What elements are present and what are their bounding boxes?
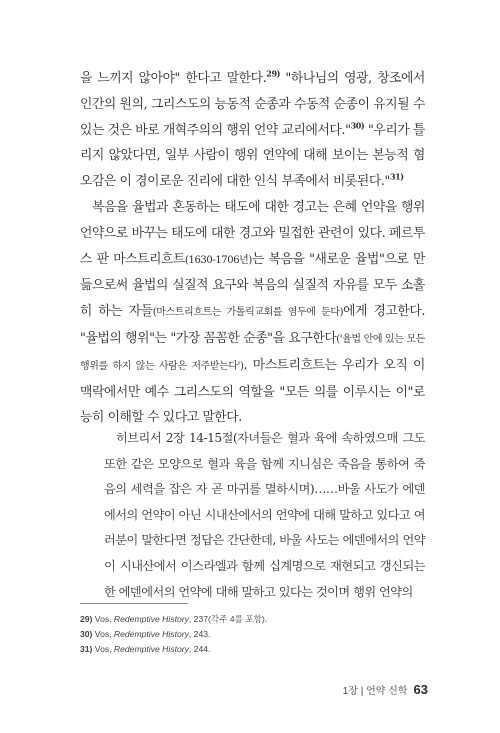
footnote-ref-30: 30) [350,120,365,131]
footnote-divider [80,603,188,604]
paragraph-1-text-a: 을 느끼지 않아야" 한다고 말한다. [80,71,267,86]
footnote-31 [80,642,425,657]
footnote-30 [80,627,425,642]
page-number: 63 [413,682,428,697]
footnote-number: 30) [80,629,93,639]
footnote-author: Vos, [92,644,114,654]
block-quote-text: 히브리서 2장 14-15절(자녀들은 혈과 육에 속하였으매 그도 또한 같은 모양으로 혈과 육을 함께 지니심은 죽음을 통하여 죽음의 세력을 잡은 자 곧 마귀를 멸하시며)……바울 사도가 에덴에서의 언약이 아닌 시내산에서의 언약에 대해 말하고 있다고 여러분이 말한다면 정답은 간단한데, 바울 사도는 에덴에서의 언약이 시내산에서 이스라엘과 함께 십계명으로 재현되고 갱신되는 한 에덴에서의 언약에 대해 말하고 있다는 것이며 행위 언약의 [104,431,425,599]
footnotes [80,612,425,657]
paragraph-2 [80,195,425,431]
paragraph-2-aside-1: (마스트리흐트는 가톨릭교회를 염두에 둔다) [152,307,344,319]
footnote-author: Vos, [92,614,114,624]
paragraph-1-text-b: "하나님의 영광, 창조에서 인간의 원의, 그리스도의 능동적 순종과 수동적 순종이 유지될 수 있는 것은 바로 개혁주의의 행위 언약 교리에서다." [80,71,425,138]
footnote-detail: , 237(각주 4를 포함). [188,614,268,624]
footnote-author: Vos, [92,629,114,639]
main-text [80,66,425,431]
block-quote [104,426,425,605]
paragraph-1-text-c: "우리가 틀리지 않았다면, 일부 사람이 행위 언약에 대해 보이는 본능적 혐오감은 이 경이로운 진리에 대한 인식 부족에서 비롯된다." [80,122,426,190]
footnote-number: 29) [80,614,93,624]
footnote-title: Redemptive History [113,644,189,654]
paragraph-2-years: (1630-1706년) [184,254,252,266]
running-head: 1장 | 언약 신학 [342,686,408,697]
footnote-29 [80,612,425,627]
footnote-detail: , 243. [188,629,211,639]
paragraph-2-text-a: 복음을 율법과 혼동하는 태도에 대한 경고는 은혜 언약을 행위 언약으로 바꾸는 태도에 대한 경고와 밀접한 관련이 있다. 페르투스 판 마스트리흐트 [80,199,425,267]
footnote-ref-31: 31) [389,171,404,182]
footnote-title: Redemptive History [113,614,189,624]
footnote-title: Redemptive History [113,629,189,639]
page-footer [343,682,428,697]
paragraph-1 [80,66,425,195]
paragraph-2-text-d: . 마스트리흐트는 우리가 오직 이 맥락에서만 예수 그리스도의 역할을 "모든 의를 이루시는 이"로 능히 이해할 수 있다고 말한다. [80,357,425,426]
paragraph-2-text-b: 는 복음을 "새로운 율법"으로 만듦으로써 율법의 실질적 요구와 복음의 실질적 자유를 모두 소홀히 하는 자들 [80,251,426,320]
paragraph-2-text-c: 에게 경고한다. "율법의 행위"는 "가장 꼼꼼한 순종"을 요구한다 [80,304,425,346]
footnote-detail: , 244. [188,644,211,654]
paragraph-2-aside-2: ('율법 안에 있는 모든 행위를 하지 않는 사람은 저주받는다') [80,333,425,372]
footnote-ref-29: 29) [266,68,280,79]
footnote-number: 31) [80,644,93,654]
